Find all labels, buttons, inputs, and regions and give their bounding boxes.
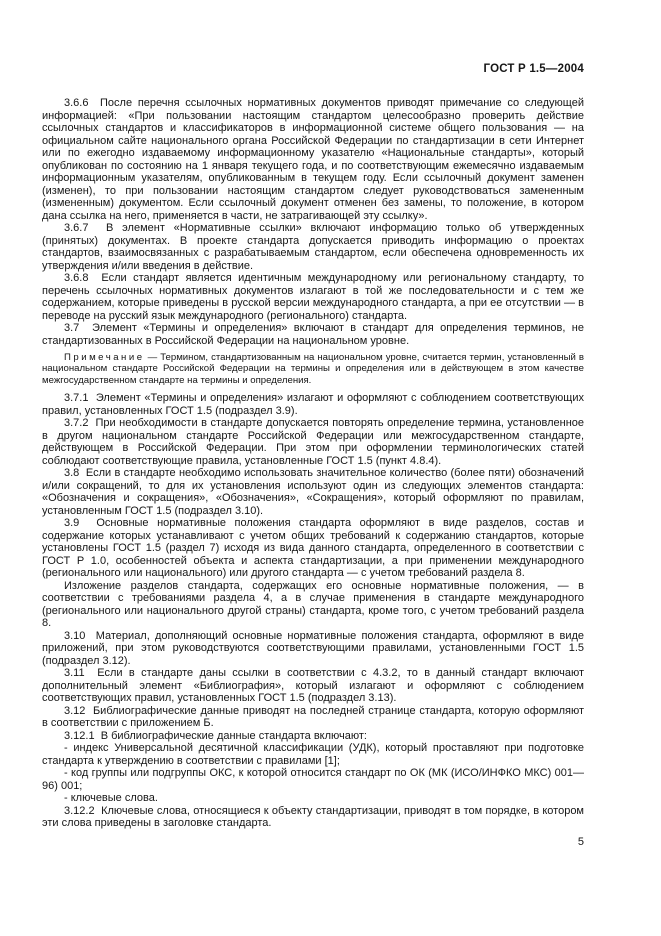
clause-3-12: 3.12 Библиографические данные приводят на последней странице стандарта, которую оформляют в соответствии с приложением Б. xyxy=(42,704,584,730)
clause-3-11: 3.11 Если в стандарте даны ссылки в соответствии с 4.3.2, то в данный стандарт включают дополнительный элемент «Библиография», который излагают и оформляют с соблюдением соответствующих правил, установленных ГОСТ 1.5 (подраздел 3.13). xyxy=(42,667,584,705)
clause-3-12-2: 3.12.2 Ключевые слова, относящиеся к объекту стандартизации, приводят в том порядке, в котором эти слова приведены в заголовке стандарта. xyxy=(42,804,584,830)
note-paragraph xyxy=(42,352,584,386)
clause-3-12-1: 3.12.1 В библиографические данные стандарта включают: xyxy=(64,729,367,742)
standard-code: ГОСТ Р 1.5—2004 xyxy=(483,63,584,75)
note-label: Примечание xyxy=(64,352,145,363)
clause-3-6-6: 3.6.6 После перечня ссылочных нормативных документов приводят примечание со следующей информацией: «При пользовании настоящим стандартом целесообразно проверить действие ссылочных стандартов и классификаторов в информационной системе общего пользования — на официальном сайте национального органа Российской Федерации по стандартизации в сети Интернет или по ежегодно издаваемому информационному указателю «Национальные стандарты», который опубликован по состоянию на 1 января текущего года, и по соответствующим ежемесячно издаваемым информационным указателям, опубликованным в текущем году. Если ссылочный документ заменен (изменен), то при пользовании настоящим стандартом следует руководствоваться замененным (измененным) документом. Если ссылочный документ отменен без замены, то положение, в котором дана ссылка на него, применяется в части, не затрагивающей эту ссылку». xyxy=(42,97,584,222)
note-text: — Термином, стандартизованным на национальном уровне, считается термин, установленный в национальном стандарте Российской Федерации на термины и определения или в действующем в этом качестве межгосударственном стандарте на термины и определения. xyxy=(42,352,584,386)
clause-3-9-continuation: Изложение разделов стандарта, содержащих его основные нормативные положения, — в соответствии с требованиями раздела 4, а в случае применения в стандарте международного (регионального или национального другой страны) стандарта, кроме того, с учетом требований раздела 8. xyxy=(42,579,584,630)
clause-3-8: 3.8 Если в стандарте необходимо использовать значительное количество (более пяти) обозначений и/или сокращений, то для их установления используют один из следующих элементов стандарта: «Обозначения и сокращения», «Обозначения», «Сокращения», который оформляют по правилам, установленным ГОСТ 1.5 (подраздел 3.10). xyxy=(42,467,584,517)
page-number: 5 xyxy=(577,835,584,848)
page-content xyxy=(42,63,584,849)
clause-3-7-2: 3.7.2 При необходимости в стандарте допускается повторять определение термина, установленное в другом национальном стандарте Российской Федерации или межгосударственном стандарте, действующем в Российской Федерации. При этом при оформлении терминологических статей соблюдают соответствующие правила, установленные ГОСТ 1.5 (пункт 4.8.4). xyxy=(42,417,584,467)
clause-3-6-8: 3.6.8 Если стандарт является идентичным международному или региональному стандарту, то перечень ссылочных нормативных документов излагают в той же последовательности и с тем же содержанием, которые приведены в русской версии международного стандарта, а при ее отсутствии — в переводе на русский язык международного (регионального) стандарта. xyxy=(42,272,584,322)
clause-3-10: 3.10 Материал, дополняющий основные нормативные положения стандарта, оформляют в виде приложений, при этом руководствуются соответствующими правилами, установленными ГОСТ 1.5 (подраздел 3.12). xyxy=(42,629,584,667)
clause-3-6-7: 3.6.7 В элемент «Нормативные ссылки» включают информацию только об утвержденных (принятых) документах. В проекте стандарта допускается приводить информацию о проектах стандартов, взаимосвязанных с разрабатываемым стандартом, если обеспечена одновременность их утверждения и/или введения в действие. xyxy=(42,222,584,272)
list-item-oks-code: - код группы или подгруппы ОКС, к которой относится стандарт по ОК (МК (ИСО/ИНФКО МКС) 001—96) 001; xyxy=(42,767,584,792)
list-item-keywords: - ключевые слова. xyxy=(64,792,158,805)
clause-3-7-1: 3.7.1 Элемент «Термины и определения» излагают и оформляют с соблюдением соответствующих правил, установленных ГОСТ 1.5 (подраздел 3.9). xyxy=(42,392,584,417)
clause-3-7: 3.7 Элемент «Термины и определения» включают в стандарт для определения терминов, не стандартизованных в Российской Федерации на национальном уровне. xyxy=(42,322,584,347)
list-item-udk-index: - индекс Универсальной десятичной классификации (УДК), который проставляют при подготовке стандарта к утверждению в соответствии с правилами [1]; xyxy=(42,742,584,767)
clause-3-9: 3.9 Основные нормативные положения стандарта оформляют в виде разделов, состав и содержание которых устанавливают с учетом общих требований к содержанию стандартов, которые установлены ГОСТ 1.5 (раздел 7) исходя из вида данного стандарта, определенного в соответствии с ГОСТ Р 1.0, особенностей объекта и аспекта стандартизации, а при применении международного (регионального или национального) или другого стандарта — с учетом требований раздела 8. xyxy=(42,517,584,580)
